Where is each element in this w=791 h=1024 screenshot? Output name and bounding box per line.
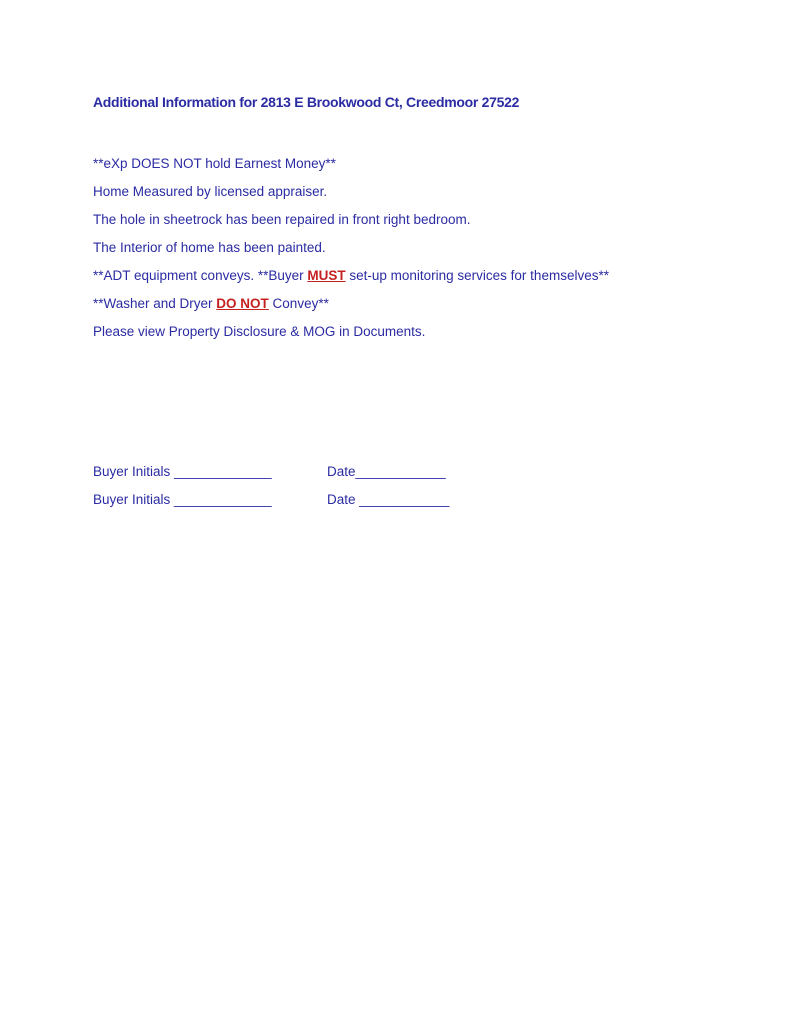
note-sheetrock-repair [93, 206, 609, 234]
date-blank: ____________ [355, 464, 446, 479]
date-field [327, 492, 449, 507]
notes-section [93, 150, 609, 346]
note-adt-equipment [93, 262, 609, 290]
date-field [327, 464, 446, 479]
emphasis-do-not: DO NOT [216, 296, 269, 311]
signature-row [93, 486, 449, 514]
note-property-disclosure [93, 318, 609, 346]
text-segment: **ADT equipment conveys. **Buyer [93, 268, 308, 283]
buyer-initials-field [93, 458, 327, 486]
text-segment: set-up monitoring services for themselves** [345, 268, 609, 283]
text-segment: Please view Property Disclosure & MOG in Documents. [93, 324, 426, 339]
signature-row [93, 458, 449, 486]
buyer-initials-field [93, 486, 327, 514]
note-washer-dryer [93, 290, 609, 318]
note-home-measured [93, 178, 609, 206]
document-title: Additional Information for 2813 E Brookwood Ct, Creedmoor 27522 [93, 94, 520, 110]
buyer-initials-label: Buyer Initials [93, 492, 171, 507]
buyer-initials-blank: _____________ [170, 492, 272, 507]
note-interior-painted [93, 234, 609, 262]
text-segment: The Interior of home has been painted. [93, 240, 326, 255]
buyer-initials-blank: _____________ [170, 464, 272, 479]
text-segment: The hole in sheetrock has been repaired in front right bedroom. [93, 212, 471, 227]
date-blank: ____________ [355, 492, 450, 507]
text-segment: **eXp DOES NOT hold Earnest Money** [93, 156, 336, 171]
date-label: Date [327, 492, 356, 507]
text-segment: **Washer and Dryer [93, 296, 217, 311]
note-earnest-money [93, 150, 609, 178]
text-segment: Home Measured by licensed appraiser. [93, 184, 328, 199]
text-segment: Convey** [268, 296, 329, 311]
date-label: Date [327, 464, 356, 479]
emphasis-must: MUST [307, 268, 346, 283]
signature-section [93, 458, 449, 514]
buyer-initials-label: Buyer Initials [93, 464, 171, 479]
